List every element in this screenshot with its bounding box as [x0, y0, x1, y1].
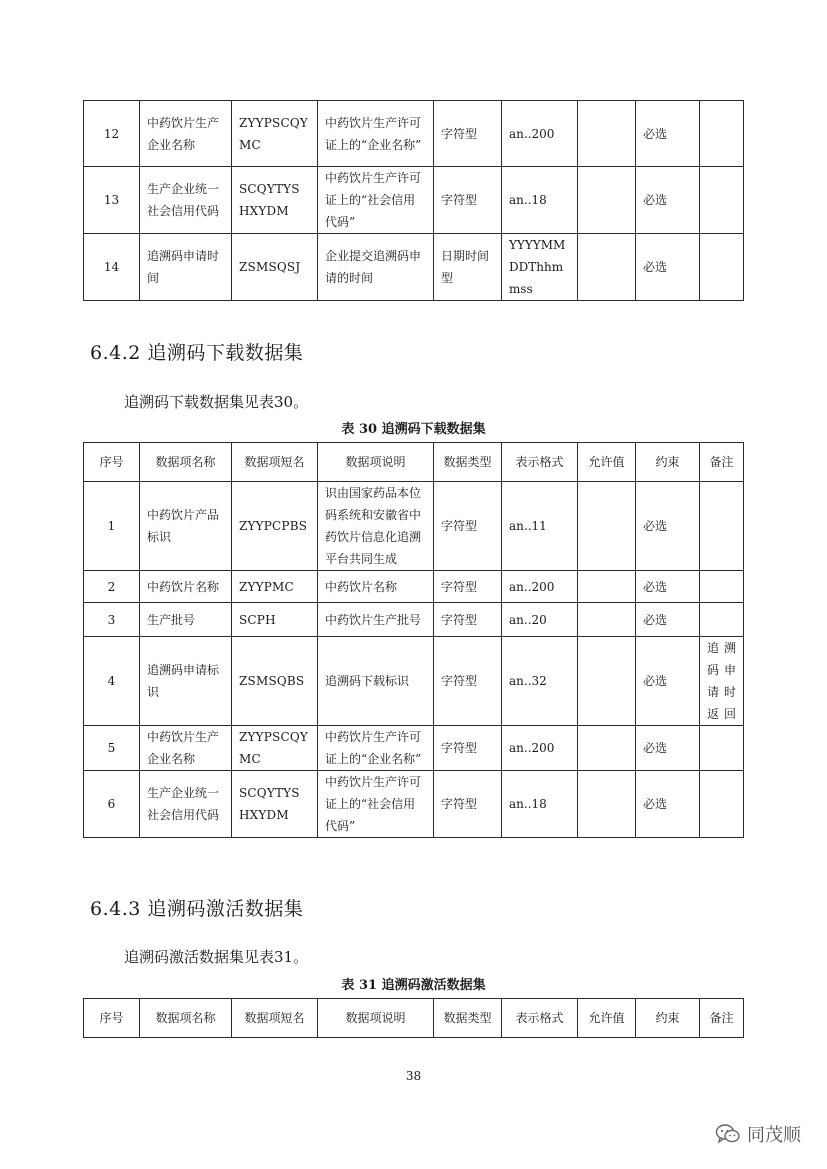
cell-desc: 企业提交追溯码申请的时间 [318, 234, 434, 301]
cell-no: 12 [84, 101, 140, 167]
cell-note [700, 482, 744, 571]
table-row [84, 482, 744, 571]
cell-format: an..18 [502, 771, 578, 838]
cell-desc: 中药饮片生产批号 [318, 603, 434, 637]
table-30 [83, 442, 744, 838]
cell-short: SCPH [232, 603, 318, 637]
cell-short: ZSMSQSJ [232, 234, 318, 301]
wechat-icon [715, 1123, 741, 1145]
watermark-text: 同茂顺 [747, 1125, 801, 1146]
header-no: 序号 [84, 999, 140, 1038]
cell-constraint: 必选 [636, 726, 700, 771]
table-29-continued [83, 100, 744, 301]
cell-format: an..200 [502, 101, 578, 167]
cell-no: 4 [84, 637, 140, 726]
cell-type: 字符型 [434, 167, 502, 234]
cell-name: 中药饮片生产企业名称 [140, 726, 232, 771]
cell-type: 字符型 [434, 637, 502, 726]
cell-note [700, 726, 744, 771]
cell-desc: 中药饮片生产许可证上的“企业名称” [318, 726, 434, 771]
cell-note [700, 234, 744, 301]
cell-no: 2 [84, 571, 140, 603]
cell-format: an..200 [502, 726, 578, 771]
cell-type: 字符型 [434, 726, 502, 771]
cell-constraint: 必选 [636, 234, 700, 301]
cell-constraint: 必选 [636, 771, 700, 838]
watermark [715, 1121, 801, 1147]
cell-note [700, 167, 744, 234]
cell-no: 13 [84, 167, 140, 234]
header-type: 数据类型 [434, 443, 502, 482]
cell-note: 追溯码申请时返回 [700, 637, 744, 726]
table-row [84, 603, 744, 637]
cell-short: ZYYPSCQYMC [232, 101, 318, 167]
cell-format: an..20 [502, 603, 578, 637]
cell-format: an..18 [502, 167, 578, 234]
header-desc: 数据项说明 [318, 999, 434, 1038]
table-row [84, 101, 744, 167]
section-heading-6-4-3: 6.4.3 追溯码激活数据集 [90, 898, 304, 920]
cell-short: SCQYTYSHXYDM [232, 167, 318, 234]
cell-desc: 中药饮片生产许可证上的“社会信用代码” [318, 771, 434, 838]
cell-no: 1 [84, 482, 140, 571]
cell-format: an..32 [502, 637, 578, 726]
header-short: 数据项短名 [232, 999, 318, 1038]
header-constraint: 约束 [636, 999, 700, 1038]
table-header-row [84, 999, 744, 1038]
cell-name: 追溯码申请时间 [140, 234, 232, 301]
cell-allowed [578, 603, 636, 637]
header-desc: 数据项说明 [318, 443, 434, 482]
cell-constraint: 必选 [636, 571, 700, 603]
cell-constraint: 必选 [636, 167, 700, 234]
cell-format: YYYYMMDDThhmmss [502, 234, 578, 301]
header-no: 序号 [84, 443, 140, 482]
cell-no: 14 [84, 234, 140, 301]
cell-name: 生产企业统一社会信用代码 [140, 167, 232, 234]
header-name: 数据项名称 [140, 443, 232, 482]
header-allowed: 允许值 [578, 999, 636, 1038]
header-note: 备注 [700, 999, 744, 1038]
cell-short: ZSMSQBS [232, 637, 318, 726]
cell-desc: 中药饮片生产许可证上的“社会信用代码” [318, 167, 434, 234]
header-name: 数据项名称 [140, 999, 232, 1038]
cell-name: 中药饮片产品标识 [140, 482, 232, 571]
cell-short: ZYYPSCQYMC [232, 726, 318, 771]
table-30-caption: 表 30 追溯码下载数据集 [341, 422, 486, 437]
table-row [84, 637, 744, 726]
cell-short: ZYYPCPBS [232, 482, 318, 571]
cell-allowed [578, 234, 636, 301]
cell-type: 字符型 [434, 101, 502, 167]
cell-no: 5 [84, 726, 140, 771]
table-31-caption: 表 31 追溯码激活数据集 [341, 978, 486, 993]
cell-allowed [578, 771, 636, 838]
cell-allowed [578, 726, 636, 771]
cell-constraint: 必选 [636, 637, 700, 726]
cell-name: 中药饮片生产企业名称 [140, 101, 232, 167]
section-intro-6-4-2: 追溯码下载数据集见表30。 [124, 393, 309, 411]
section-intro-6-4-3: 追溯码激活数据集见表31。 [124, 948, 309, 966]
table-31 [83, 998, 744, 1038]
header-short: 数据项短名 [232, 443, 318, 482]
cell-desc: 识由国家药品本位码系统和安徽省中药饮片信息化追溯平台共同生成 [318, 482, 434, 571]
cell-no: 6 [84, 771, 140, 838]
cell-no: 3 [84, 603, 140, 637]
cell-desc: 中药饮片名称 [318, 571, 434, 603]
cell-constraint: 必选 [636, 603, 700, 637]
cell-short: SCQYTYSHXYDM [232, 771, 318, 838]
cell-type: 字符型 [434, 571, 502, 603]
table-row [84, 726, 744, 771]
cell-desc: 中药饮片生产许可证上的“企业名称” [318, 101, 434, 167]
cell-name: 生产批号 [140, 603, 232, 637]
cell-allowed [578, 167, 636, 234]
cell-type: 字符型 [434, 771, 502, 838]
header-allowed: 允许值 [578, 443, 636, 482]
cell-allowed [578, 637, 636, 726]
cell-format: an..11 [502, 482, 578, 571]
cell-allowed [578, 101, 636, 167]
table-row [84, 167, 744, 234]
table-row [84, 571, 744, 603]
cell-note [700, 771, 744, 838]
table-row [84, 234, 744, 301]
cell-short: ZYYPMC [232, 571, 318, 603]
header-format: 表示格式 [502, 443, 578, 482]
cell-desc: 追溯码下载标识 [318, 637, 434, 726]
cell-type: 日期时间型 [434, 234, 502, 301]
cell-constraint: 必选 [636, 101, 700, 167]
cell-type: 字符型 [434, 482, 502, 571]
table-header-row [84, 443, 744, 482]
section-heading-6-4-2: 6.4.2 追溯码下载数据集 [90, 342, 304, 364]
cell-name: 追溯码申请标识 [140, 637, 232, 726]
cell-name: 生产企业统一社会信用代码 [140, 771, 232, 838]
header-note: 备注 [700, 443, 744, 482]
header-format: 表示格式 [502, 999, 578, 1038]
cell-name: 中药饮片名称 [140, 571, 232, 603]
header-type: 数据类型 [434, 999, 502, 1038]
cell-note [700, 101, 744, 167]
cell-format: an..200 [502, 571, 578, 603]
header-constraint: 约束 [636, 443, 700, 482]
cell-type: 字符型 [434, 603, 502, 637]
table-row [84, 771, 744, 838]
page-number: 38 [405, 1069, 422, 1083]
cell-allowed [578, 482, 636, 571]
cell-constraint: 必选 [636, 482, 700, 571]
cell-note [700, 603, 744, 637]
cell-allowed [578, 571, 636, 603]
cell-note [700, 571, 744, 603]
